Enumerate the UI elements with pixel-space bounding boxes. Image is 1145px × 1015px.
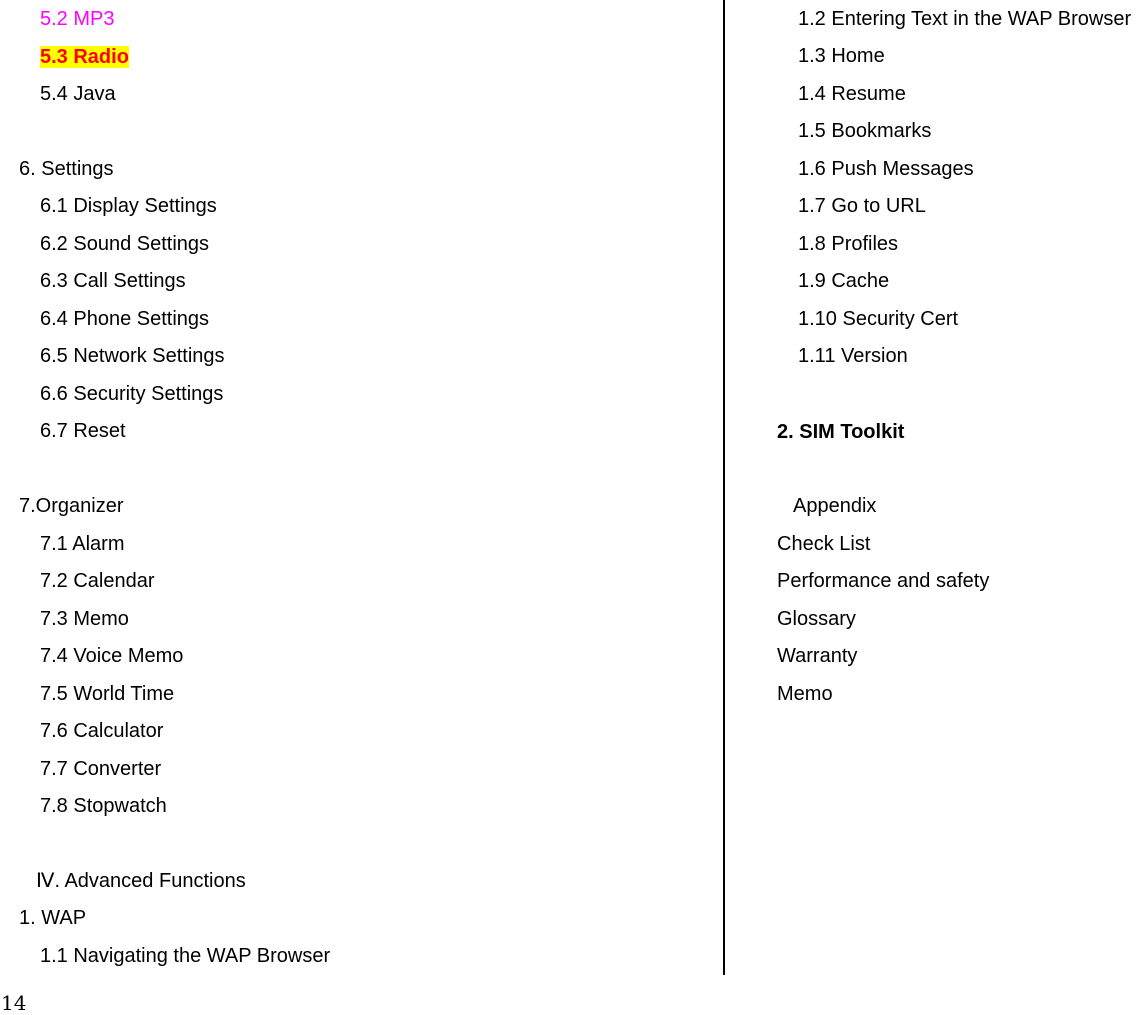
section-heading-settings[interactable]: 6. Settings	[19, 158, 114, 180]
toc-entry-calculator[interactable]: 7.6 Calculator	[40, 720, 164, 742]
toc-entry-go-to-url[interactable]: 1.7 Go to URL	[798, 195, 926, 217]
section-heading-appendix[interactable]: Appendix	[793, 495, 877, 517]
toc-entry-phone-settings[interactable]: 6.4 Phone Settings	[40, 308, 210, 330]
toc-entry-network-settings[interactable]: 6.5 Network Settings	[40, 345, 225, 367]
toc-entry-world-time[interactable]: 7.5 World Time	[40, 683, 175, 705]
toc-entry-home[interactable]: 1.3 Home	[798, 45, 885, 67]
toc-entry-memo-appendix[interactable]: Memo	[777, 683, 833, 705]
toc-entry-reset[interactable]: 6.7 Reset	[40, 420, 126, 442]
column-divider	[723, 0, 725, 975]
toc-entry-stopwatch[interactable]: 7.8 Stopwatch	[40, 795, 167, 817]
toc-entry-security-cert[interactable]: 1.10 Security Cert	[798, 308, 959, 330]
toc-entry-converter[interactable]: 7.7 Converter	[40, 758, 162, 780]
toc-entry-alarm[interactable]: 7.1 Alarm	[40, 533, 125, 555]
toc-entry-calendar[interactable]: 7.2 Calendar	[40, 570, 155, 592]
toc-entry-cache[interactable]: 1.9 Cache	[798, 270, 890, 292]
toc-entry-voice-memo[interactable]: 7.4 Voice Memo	[40, 645, 184, 667]
toc-entry-java[interactable]: 5.4 Java	[40, 83, 116, 105]
toc-entry-glossary[interactable]: Glossary	[777, 608, 856, 630]
section-heading-organizer[interactable]: 7.Organizer	[19, 495, 124, 517]
section-heading-advanced-functions[interactable]: Ⅳ. Advanced Functions	[36, 870, 246, 892]
toc-entry-performance-safety[interactable]: Performance and safety	[777, 570, 990, 592]
section-heading-wap[interactable]: 1. WAP	[19, 907, 87, 929]
toc-entry-check-list[interactable]: Check List	[777, 533, 871, 555]
toc-entry-navigating-wap-browser[interactable]: 1.1 Navigating the WAP Browser	[40, 945, 331, 967]
toc-entry-entering-text-wap[interactable]: 1.2 Entering Text in the WAP Browser	[798, 8, 1132, 30]
toc-entry-resume[interactable]: 1.4 Resume	[798, 83, 906, 105]
toc-entry-sound-settings[interactable]: 6.2 Sound Settings	[40, 233, 210, 255]
section-heading-sim-toolkit[interactable]: 2. SIM Toolkit	[777, 421, 905, 443]
toc-entry-radio[interactable]	[40, 45, 129, 69]
toc-entry-push-messages[interactable]: 1.6 Push Messages	[798, 158, 974, 180]
toc-entry-memo[interactable]: 7.3 Memo	[40, 608, 129, 630]
toc-entry-warranty[interactable]: Warranty	[777, 645, 858, 667]
toc-entry-profiles[interactable]: 1.8 Profiles	[798, 233, 899, 255]
toc-entry-security-settings[interactable]: 6.6 Security Settings	[40, 383, 224, 405]
toc-entry-call-settings[interactable]: 6.3 Call Settings	[40, 270, 186, 292]
radio-highlighted-label: 5.3 Radio	[40, 46, 129, 68]
page-number: 14	[1, 991, 27, 1015]
toc-entry-mp3[interactable]: 5.2 MP3	[40, 8, 115, 30]
toc-entry-display-settings[interactable]: 6.1 Display Settings	[40, 195, 217, 217]
toc-entry-bookmarks[interactable]: 1.5 Bookmarks	[798, 120, 932, 142]
toc-entry-version[interactable]: 1.11 Version	[798, 345, 908, 367]
